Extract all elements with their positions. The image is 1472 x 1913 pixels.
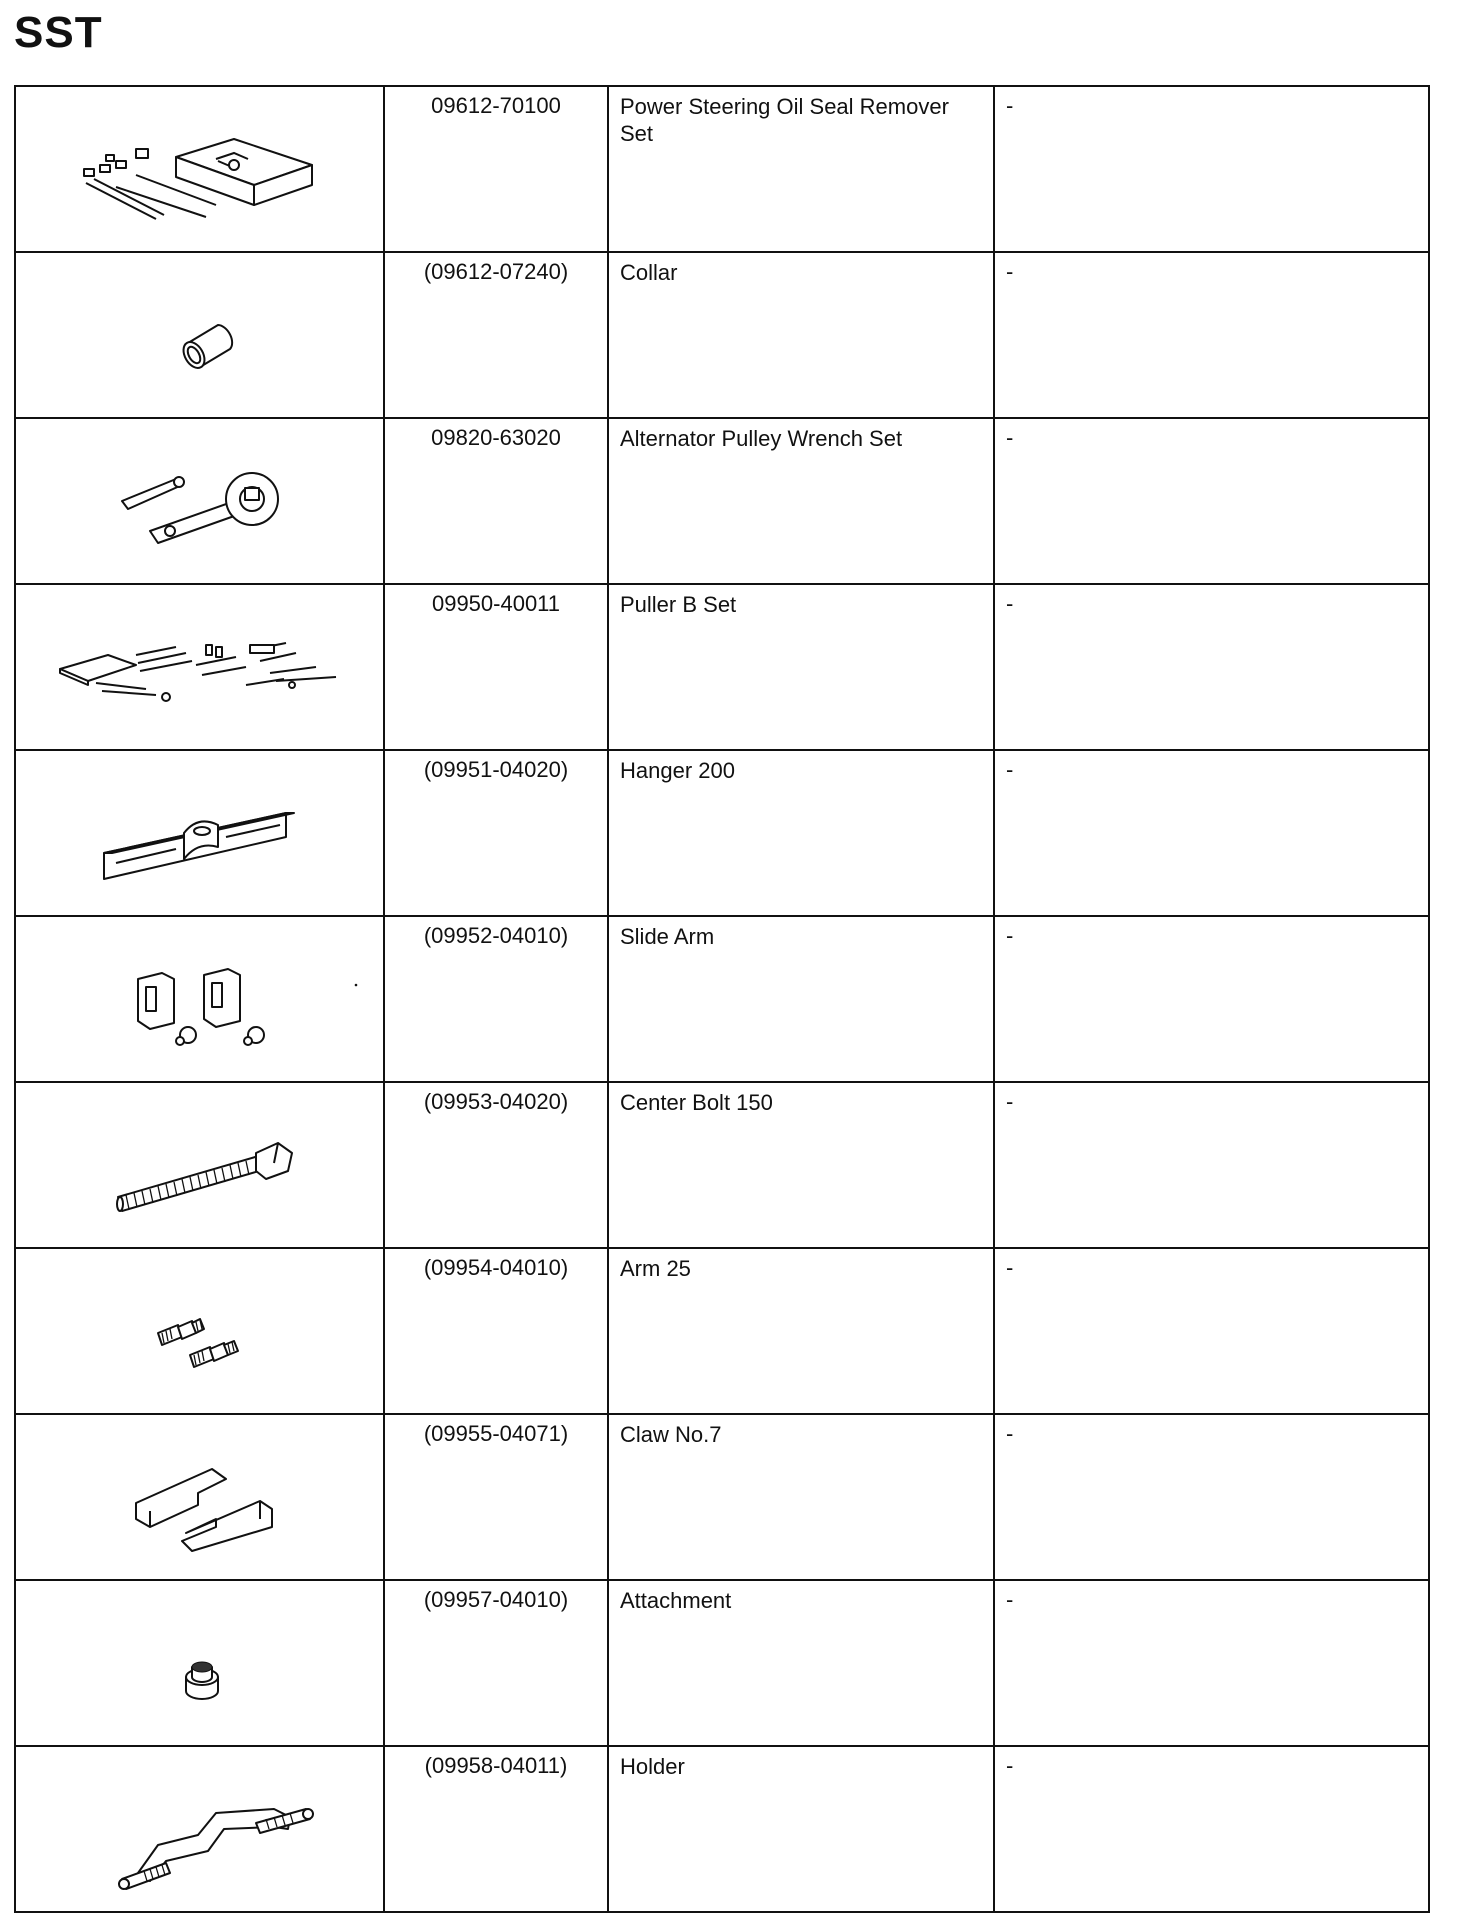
tool-name: Collar xyxy=(608,252,994,418)
part-number: (09951-04020) xyxy=(384,750,608,916)
claw-icon xyxy=(16,1415,385,1575)
part-number: 09612-70100 xyxy=(384,86,608,252)
tool-note: - xyxy=(994,252,1429,418)
tool-note: - xyxy=(994,916,1429,1082)
table-row xyxy=(15,252,1429,418)
hanger-icon xyxy=(16,751,385,911)
pulley-wrench-set-icon xyxy=(16,419,385,579)
tool-note: - xyxy=(994,86,1429,252)
tool-note: - xyxy=(994,1248,1429,1414)
table-row xyxy=(15,750,1429,916)
collar-icon xyxy=(16,253,385,413)
tool-note: - xyxy=(994,1746,1429,1912)
tool-illustration-cell xyxy=(15,916,384,1082)
tool-name: Hanger 200 xyxy=(608,750,994,916)
tool-note: - xyxy=(994,750,1429,916)
tool-name: Arm 25 xyxy=(608,1248,994,1414)
tool-name: Center Bolt 150 xyxy=(608,1082,994,1248)
table-row xyxy=(15,1580,1429,1746)
part-number: (09612-07240) xyxy=(384,252,608,418)
tool-note: - xyxy=(994,1082,1429,1248)
table-row xyxy=(15,1414,1429,1580)
tool-illustration-cell xyxy=(15,1082,384,1248)
tool-note: - xyxy=(994,584,1429,750)
page-title: SST xyxy=(14,8,103,57)
tool-illustration-cell xyxy=(15,252,384,418)
tool-note: - xyxy=(994,1414,1429,1580)
tool-name: Holder xyxy=(608,1746,994,1912)
slide-arm-icon xyxy=(16,917,385,1077)
tool-illustration-cell xyxy=(15,1414,384,1580)
table-row xyxy=(15,1746,1429,1912)
tool-name: Puller B Set xyxy=(608,584,994,750)
arm-icon xyxy=(16,1249,385,1409)
tool-name: Claw No.7 xyxy=(608,1414,994,1580)
part-number: 09950-40011 xyxy=(384,584,608,750)
tool-name: Attachment xyxy=(608,1580,994,1746)
part-number: (09958-04011) xyxy=(384,1746,608,1912)
part-number: (09952-04010) xyxy=(384,916,608,1082)
table-row xyxy=(15,86,1429,252)
tool-name: Power Steering Oil Seal Remover Set xyxy=(608,86,994,252)
tool-illustration-cell xyxy=(15,584,384,750)
part-number: 09820-63020 xyxy=(384,418,608,584)
part-number: (09955-04071) xyxy=(384,1414,608,1580)
table-row xyxy=(15,916,1429,1082)
tool-illustration-cell xyxy=(15,86,384,252)
attachment-icon xyxy=(16,1581,385,1741)
tool-illustration-cell xyxy=(15,1580,384,1746)
part-number: (09954-04010) xyxy=(384,1248,608,1414)
part-number: (09953-04020) xyxy=(384,1082,608,1248)
part-number: (09957-04010) xyxy=(384,1580,608,1746)
tool-name: Alternator Pulley Wrench Set xyxy=(608,418,994,584)
table-row xyxy=(15,418,1429,584)
table-row xyxy=(15,584,1429,750)
holder-icon xyxy=(16,1747,385,1907)
tool-illustration-cell xyxy=(15,750,384,916)
tool-illustration-cell xyxy=(15,1248,384,1414)
tool-illustration-cell xyxy=(15,1746,384,1912)
tool-note: - xyxy=(994,1580,1429,1746)
tool-note: - xyxy=(994,418,1429,584)
center-bolt-icon xyxy=(16,1083,385,1243)
oil-seal-remover-set-icon xyxy=(16,87,385,247)
tool-illustration-cell xyxy=(15,418,384,584)
tool-name: Slide Arm xyxy=(608,916,994,1082)
table-row xyxy=(15,1248,1429,1414)
table-row xyxy=(15,1082,1429,1248)
puller-b-set-icon xyxy=(16,585,385,745)
sst-table xyxy=(14,85,1430,1913)
